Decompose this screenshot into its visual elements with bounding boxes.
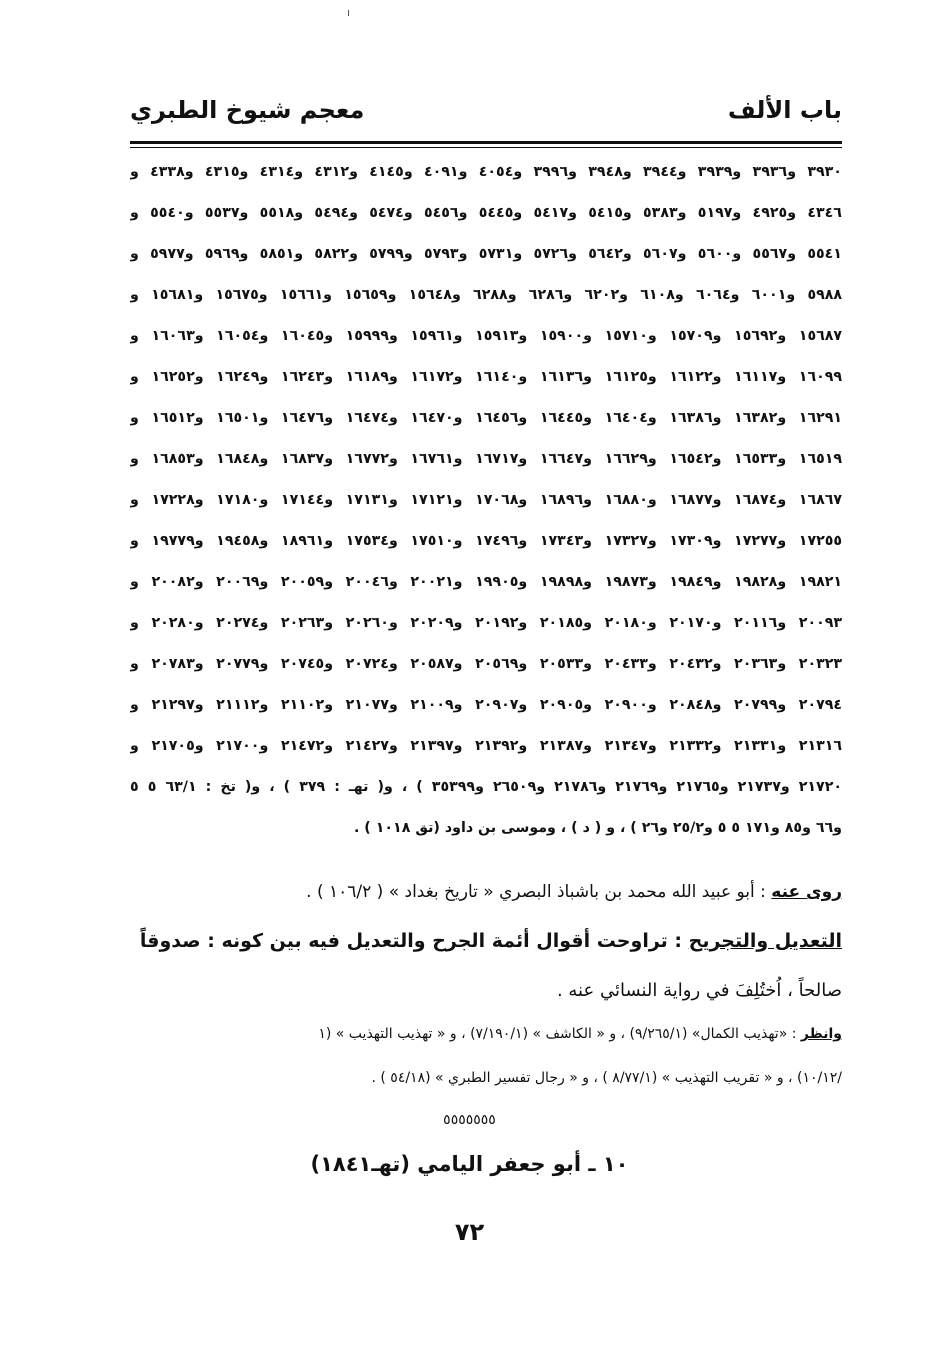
- see-also-text-line2: /١٠/١٢) ، و « تقريب التهذيب » (٨/٧٧/١ ) ، و « رجال تفسير الطبري » (٥٤/١٨ ) .: [371, 1070, 842, 1086]
- numbers-line: ٥٩٨٨ و٦٠٠١ و٦٠٦٤ و٦١٠٨ و٦٢٠٢ و٦٢٨٦ و٦٢٨٨ و١٥٦٤٨ و١٥٦٥٩ و١٥٦٦١ و١٥٦٧٥ و١٥٦٨١ و: [130, 287, 842, 303]
- numbers-line: ١٦٠٩٩ و١٦١١٧ و١٦١٢٢ و١٦١٢٥ و١٦١٣٦ و١٦١٤٠ و١٦١٧٢ و١٦١٨٩ و١٦٢٤٣ و١٦٢٤٩ و١٦٢٥٢ و: [130, 369, 842, 385]
- numbers-line: ٢١٧٢٠ و٢١٧٣٧ و٢١٧٦٥ و٢١٧٦٩ و٢١٧٨٦ و٢٦٥٠٩ و٣٥٣٩٩ ) ، و( تهـ : ٣٧٩ ) ، و( تخ : ٦٣/١ ٥ ٥: [130, 779, 842, 795]
- numbers-tail-line: و٦٦ و٨٥ و١٧١ ٥ ٥ و٢٥/٢ و٢٦ ) ، و ( د ) ، وموسى بن داود (تق ١٠١٨ ) .: [353, 820, 842, 836]
- scan-mark: [348, 10, 349, 16]
- numbers-line: ١٦٥١٩ و١٦٥٣٣ و١٦٥٤٢ و١٦٦٢٩ و١٦٦٤٧ و١٦٧١٧ و١٦٧٦١ و١٦٧٧٢ و١٦٨٣٧ و١٦٨٤٨ و١٦٨٥٣ و: [130, 451, 842, 467]
- numbers-line: ٢٠٣٢٣ و٢٠٣٦٣ و٢٠٤٣٢ و٢٠٤٣٣ و٢٠٥٣٣ و٢٠٥٦٩ و٢٠٥٨٧ و٢٠٧٢٤ و٢٠٧٤٥ و٢٠٧٧٩ و٢٠٧٨٣ و: [130, 656, 842, 672]
- narrated-from-paragraph: [130, 882, 842, 902]
- header-rule-thin: [130, 147, 842, 148]
- page-number: ٧٢: [454, 1218, 485, 1246]
- numbers-line: ١٩٨٢١ و١٩٨٢٨ و١٩٨٤٩ و١٩٨٧٣ و١٩٨٩٨ و١٩٩٠٥ و٢٠٠٢١ و٢٠٠٤٦ و٢٠٠٥٩ و٢٠٠٦٩ و٢٠٠٨٢ و: [130, 574, 842, 590]
- chapter-title: باب الألف: [727, 96, 842, 124]
- numbers-line: ٢٠٧٩٤ و٢٠٧٩٩ و٢٠٨٤٨ و٢٠٩٠٠ و٢٠٩٠٥ و٢٠٩٠٧ و٢١٠٠٩ و٢١٠٧٧ و٢١١٠٢ و٢١١١٢ و٢١٢٩٧ و: [130, 697, 842, 713]
- evaluation-paragraph: [130, 930, 842, 952]
- numbers-line: ٤٣٤٦ و٤٩٢٥ و٥١٩٧ و٥٣٨٣ و٥٤١٥ و٥٤١٧ و٥٤٤٥ و٥٤٥٦ و٥٤٧٤ و٥٤٩٤ و٥٥١٨ و٥٥٣٧ و٥٥٤٠ و: [130, 205, 842, 221]
- evaluation-text-line1: : تراوحت أقوال أئمة الجرح والتعديل فيه بين كونه : صدوقاً: [139, 930, 682, 952]
- numbers-line: ١٦٢٩١ و١٦٣٨٢ و١٦٣٨٦ و١٦٤٠٤ و١٦٤٤٥ و١٦٤٥٦ و١٦٤٧٠ و١٦٤٧٤ و١٦٤٧٦ و١٦٥٠١ و١٦٥١٢ و: [130, 410, 842, 426]
- see-also-label: وانظر: [800, 1026, 842, 1042]
- see-also-paragraph: [130, 1026, 842, 1042]
- numbers-line: ٢٠٠٩٣ و٢٠١١٦ و٢٠١٧٠ و٢٠١٨٠ و٢٠١٨٥ و٢٠١٩٢ و٢٠٢٠٩ و٢٠٢٦٠ و٢٠٢٦٣ و٢٠٢٧٤ و٢٠٢٨٠ و: [130, 615, 842, 631]
- numbers-line: ١٧٢٥٥ و١٧٢٧٧ و١٧٣٠٩ و١٧٣٢٧ و١٧٣٤٣ و١٧٤٩٦ و١٧٥١٠ و١٧٥٣٤ و١٨٩٦١ و١٩٤٥٨ و١٩٧٧٩ و: [130, 533, 842, 549]
- header-rule-thick: [130, 141, 842, 144]
- numbers-line: ١٥٦٨٧ و١٥٦٩٢ و١٥٧٠٩ و١٥٧١٠ و١٥٩٠٠ و١٥٩١٣ و١٥٩٦١ و١٥٩٩٩ و١٦٠٤٥ و١٦٠٥٤ و١٦٠٦٣ و: [130, 328, 842, 344]
- numbers-line: ٣٩٣٠ و٣٩٣٦ و٣٩٣٩ و٣٩٤٤ و٣٩٤٨ و٣٩٩٦ و٤٠٥٤ و٤٠٩١ و٤١٤٥ و٤٣١٢ و٤٣١٤ و٤٣١٥ و٤٣٣٨ و: [130, 164, 842, 180]
- narrated-from-text: : أبو عبيد الله محمد بن باشباذ البصري « تاريخ بغداد » ( ١٠٦/٢ ) .: [306, 882, 766, 902]
- next-entry-heading: ١٠ ـ أبو جعفر اليامي (تهـ١٨٤١): [310, 1152, 629, 1176]
- reference-numbers-block: [130, 152, 842, 849]
- numbers-line: ٢١٣١٦ و٢١٣٣١ و٢١٣٣٢ و٢١٣٤٧ و٢١٣٨٧ و٢١٣٩٢ و٢١٣٩٧ و٢١٤٢٧ و٢١٤٧٢ و٢١٧٠٠ و٢١٧٠٥ و: [130, 738, 842, 754]
- numbers-line: ٥٥٤١ و٥٥٦٧ و٥٦٠٠ و٥٦٠٧ و٥٦٤٢ و٥٧٢٦ و٥٧٣١ و٥٧٩٣ و٥٧٩٩ و٥٨٢٢ و٥٨٥١ و٥٩٦٩ و٥٩٧٧ و: [130, 246, 842, 262]
- book-title: معجم شيوخ الطبري: [130, 96, 365, 124]
- see-also-text-line1: : «تهذيب الكمال» (٩/٢٦٥/١) ، و « الكاشف » (٧/١٩٠/١) ، و « تهذيب التهذيب » (١: [318, 1026, 797, 1042]
- numbers-line: ١٦٨٦٧ و١٦٨٧٤ و١٦٨٧٧ و١٦٨٨٠ و١٦٨٩٦ و١٧٠٦٨ و١٧١٢١ و١٧١٣١ و١٧١٤٤ و١٧١٨٠ و١٧٢٢٨ و: [130, 492, 842, 508]
- evaluation-text-line2: صالحاً ، اُختُلِفَ في رواية النسائي عنه .: [556, 980, 842, 1001]
- section-separator: ٥٥٥٥٥٥٥: [443, 1112, 496, 1128]
- narrated-from-label: روى عنه: [771, 882, 842, 902]
- evaluation-label: التعديل والتجريح: [688, 930, 842, 952]
- running-header: [130, 92, 842, 136]
